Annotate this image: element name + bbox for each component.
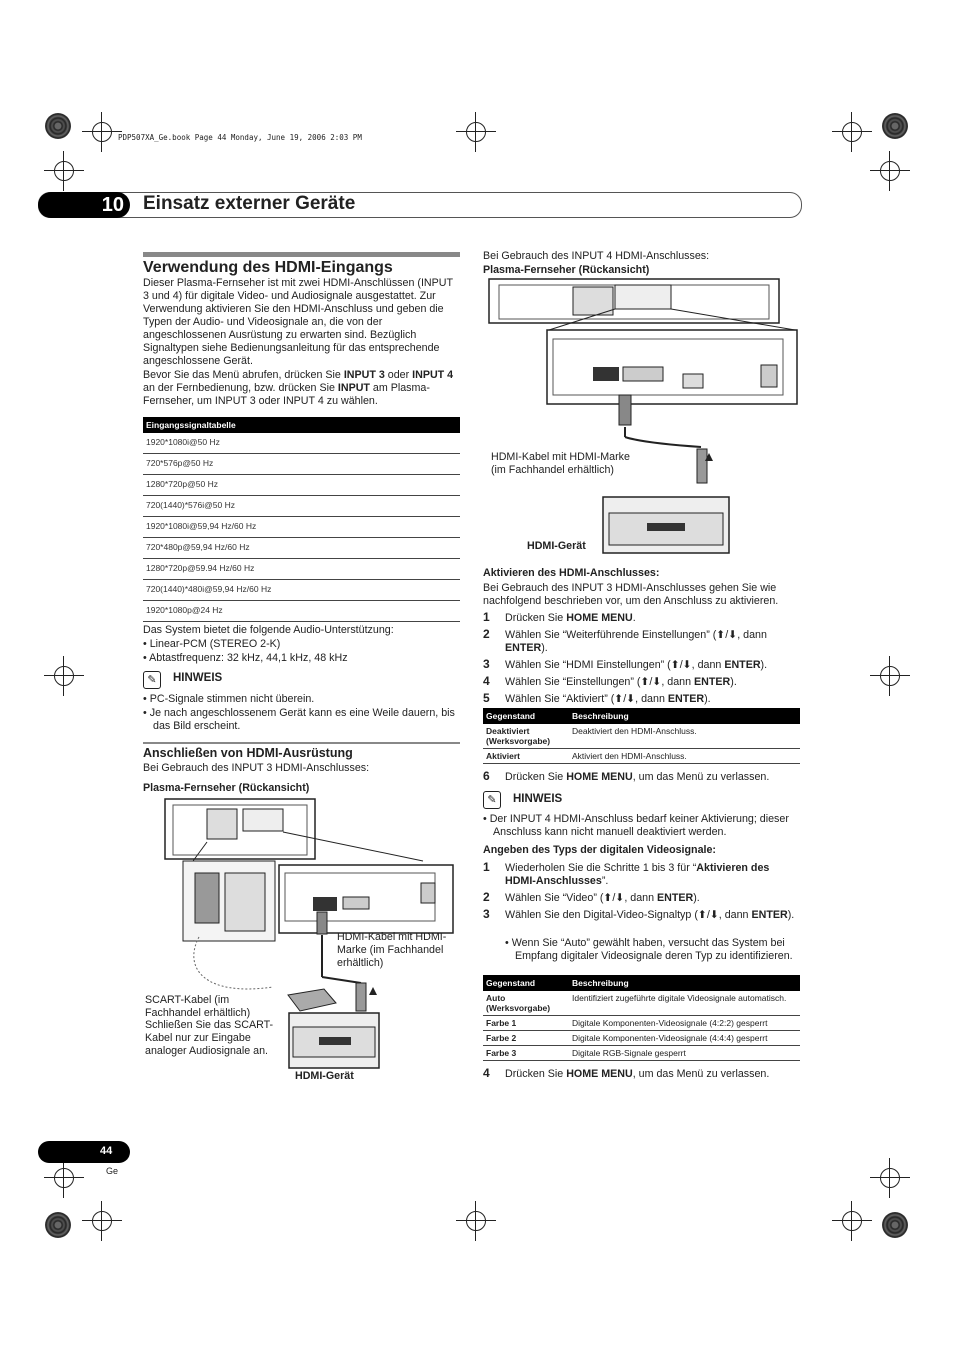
step-text: Wählen Sie “HDMI Einstellungen” (⬆/⬇, dann ENTER). [505,659,768,671]
registration-mark [50,1164,78,1192]
sub-title: Anschließen von HDMI-Ausrüstung [143,746,353,760]
table-row [143,601,460,622]
intro-text: Dieser Plasma-Fernseher ist mit zwei HDMI-Anschlüssen (INPUT 3 und 4) für digitale Video- und Audiosignale ausgestattet. Zur Verwendung aktivieren Sie den HDMI-Anschluss und geben die Typen der Audio- und Videosignale an, die von der angeschlossenen Ausrüstung zu erwarten sind. Bezüglich Signaltypen siehe Bedienungsanleitung für das entsprechende angeschlossene Gerät. [143,277,453,367]
step-number: 4 [483,674,490,688]
description-cell: Deaktiviert den HDMI-Anschluss. [569,724,800,749]
activation-table [483,708,800,764]
step-text: Wählen Sie “Video” (⬆/⬇, dann ENTER). [505,892,700,904]
table-row [143,454,460,475]
item-cell: Aktiviert [483,749,569,764]
table-row [143,496,460,517]
device-label-right: HDMI-Gerät [527,540,586,552]
signal-cell: 720*480p@59,94 Hz/60 Hz [143,538,460,559]
table-row [483,991,800,1016]
step-text: Wählen Sie “Einstellungen” (⬆/⬇, dann ENTER). [505,676,737,688]
step-number: 1 [483,610,490,624]
hinweis-label: HINWEIS [173,672,223,684]
signal-cell: 1920*1080i@59,94 Hz/60 Hz [143,517,460,538]
table-header: Gegenstand [483,708,569,724]
table-row [143,475,460,496]
registration-mark [876,1164,904,1192]
rear-label-right: Plasma-Fernseher (Rückansicht) [483,264,650,276]
registration-disc-bottom-left [45,1212,71,1238]
step-text: Drücken Sie HOME MENU. [505,612,636,624]
signal-cell: 1920*1080i@50 Hz [143,433,460,454]
table-row [483,1046,800,1061]
scart-note: Schließen Sie das SCART-Kabel nur zur Eingabe analoger Audiosignale an. [145,1019,274,1057]
signal-cell: 720*576p@50 Hz [143,454,460,475]
step-text: Wiederholen Sie die Schritte 1 bis 3 für “Aktivieren des HDMI-Anschlusses”. [505,862,770,887]
description-cell: Digitale Komponenten-Videosignale (4:2:2) gesperrt [569,1016,800,1031]
registration-mark [462,118,490,146]
hinweis-label-right: HINWEIS [513,793,563,805]
registration-mark [50,157,78,185]
video-table [483,975,800,1061]
page-number: 44 [100,1145,113,1157]
audio-item: • Linear-PCM (STEREO 2-K) [143,638,281,650]
hinweis-item: • PC-Signale stimmen nicht überein. [143,693,315,705]
table-row [143,517,460,538]
device-label-left: HDMI-Gerät [295,1070,354,1082]
table-header: Beschreibung [569,708,800,724]
signal-cell: 1920*1080p@24 Hz [143,601,460,622]
signal-cell: 1280*720p@50 Hz [143,475,460,496]
scart-label: SCART-Kabel (im Fachhandel erhältlich) [145,994,251,1019]
registration-disc-top-right [882,113,908,139]
chapter-number: 10 [38,192,130,218]
signal-cell: 1280*720p@59.94 Hz/60 Hz [143,559,460,580]
description-cell: Digitale Komponenten-Videosignale (4:4:4) gesperrt [569,1031,800,1046]
page-number-pill [38,1141,130,1163]
input4-text: Bei Gebrauch des INPUT 4 HDMI-Anschlusses: [483,250,710,262]
step-number: 1 [483,860,490,874]
table-row [143,538,460,559]
activate-intro: Bei Gebrauch des INPUT 3 HDMI-Anschlusses gehen Sie wie nachfolgend beschrieben vor, um den Anschluss zu aktivieren. [483,582,779,607]
description-cell: Digitale RGB-Signale gesperrt [569,1046,800,1061]
video-title: Angeben des Typs der digitalen Videosignale: [483,844,716,856]
table-header: Gegenstand [483,975,569,991]
step-number: 2 [483,627,490,641]
registration-mark [88,1207,116,1235]
registration-mark [88,118,116,146]
step-text: Wählen Sie den Digital-Video-Signaltyp (⬆/⬇, dann ENTER). [505,909,795,921]
table-row [143,580,460,601]
item-cell: Farbe 1 [483,1016,569,1031]
step-number: 2 [483,890,490,904]
item-cell: Deaktiviert (Werksvorgabe) [483,724,569,749]
description-cell: Aktiviert den HDMI-Anschluss. [569,749,800,764]
step-number: 5 [483,691,490,705]
step-6: Drücken Sie HOME MENU, um das Menü zu verlassen. [505,771,770,783]
registration-mark [462,1207,490,1235]
step-text: Wählen Sie “Aktiviert” (⬆/⬇, dann ENTER). [505,693,711,705]
registration-mark [50,662,78,690]
registration-mark [876,157,904,185]
description-cell: Identifiziert zugeführte digitale Videosignale automatisch. [569,991,800,1016]
item-cell: Farbe 3 [483,1046,569,1061]
signal-table-header: Eingangssignaltabelle [143,417,460,433]
table-header: Beschreibung [569,975,800,991]
note-icon: ✎ [143,671,161,689]
step-number: 3 [483,657,490,671]
book-line: PDP507XA_Ge.book Page 44 Monday, June 19, 2006 2:03 PM [118,133,362,142]
registration-mark [838,1207,866,1235]
menu-text: Bevor Sie das Menü abrufen, drücken Sie INPUT 3 oder INPUT 4 an der Fernbedienung, bzw. drücken Sie INPUT am Plasma-Fernseher, um INPUT 3 oder INPUT 4 zu wählen. [143,369,454,407]
section-rule [143,252,460,257]
step-number: 6 [483,769,490,783]
table-row [483,1016,800,1031]
signal-cell: 720(1440)*480i@59,94 Hz/60 Hz [143,580,460,601]
note-icon: ✎ [483,791,501,809]
table-row [143,433,460,454]
step-text: Wählen Sie “Weiterführende Einstellungen” (⬆/⬇, dann ENTER). [505,629,767,654]
table-row [483,724,800,749]
hdmi-cable-label-left: HDMI-Kabel mit HDMI-Marke (im Fachhandel erhältlich) [337,931,447,969]
audio-intro: Das System bietet die folgende Audio-Unterstützung: [143,624,394,636]
registration-disc-top-left [45,113,71,139]
chapter-title: Einsatz externer Geräte [143,193,356,214]
hinweis-item: • Je nach angeschlossenem Gerät kann es eine Weile dauern, bis das Bild erscheint. [143,707,455,732]
step-4-final: Drücken Sie HOME MENU, um das Menü zu verlassen. [505,1068,770,1080]
language-code: Ge [106,1166,119,1176]
table-row [483,1031,800,1046]
diagram-input4 [483,277,803,557]
table-row [143,559,460,580]
auto-note: • Wenn Sie “Auto” gewählt haben, versucht das System bei Empfang digitaler Videosignale deren Typ zu identifizieren. [505,937,793,962]
registration-mark [876,662,904,690]
section-title: Verwendung des HDMI-Eingangs [143,259,393,276]
item-cell: Farbe 2 [483,1031,569,1046]
signal-cell: 720(1440)*576i@50 Hz [143,496,460,517]
sub-rule [143,742,460,744]
table-row [483,749,800,764]
registration-disc-bottom-right [882,1212,908,1238]
audio-item: • Abtastfrequenz: 32 kHz, 44,1 kHz, 48 kHz [143,652,348,664]
step-number: 3 [483,907,490,921]
hdmi-cable-label-right: HDMI-Kabel mit HDMI-Marke (im Fachhandel erhältlich) [491,451,630,476]
step-number: 4 [483,1066,490,1080]
signal-table [143,417,460,622]
input3-text: Bei Gebrauch des INPUT 3 HDMI-Anschlusses: [143,762,370,774]
item-cell: Auto (Werksvorgabe) [483,991,569,1016]
hinweis-item-right: • Der INPUT 4 HDMI-Anschluss bedarf keiner Aktivierung; dieser Anschluss kann nicht manuell deaktiviert werden. [483,813,789,838]
activate-title: Aktivieren des HDMI-Anschlusses: [483,567,660,579]
registration-mark [838,118,866,146]
rear-label-left: Plasma-Fernseher (Rückansicht) [143,782,310,794]
